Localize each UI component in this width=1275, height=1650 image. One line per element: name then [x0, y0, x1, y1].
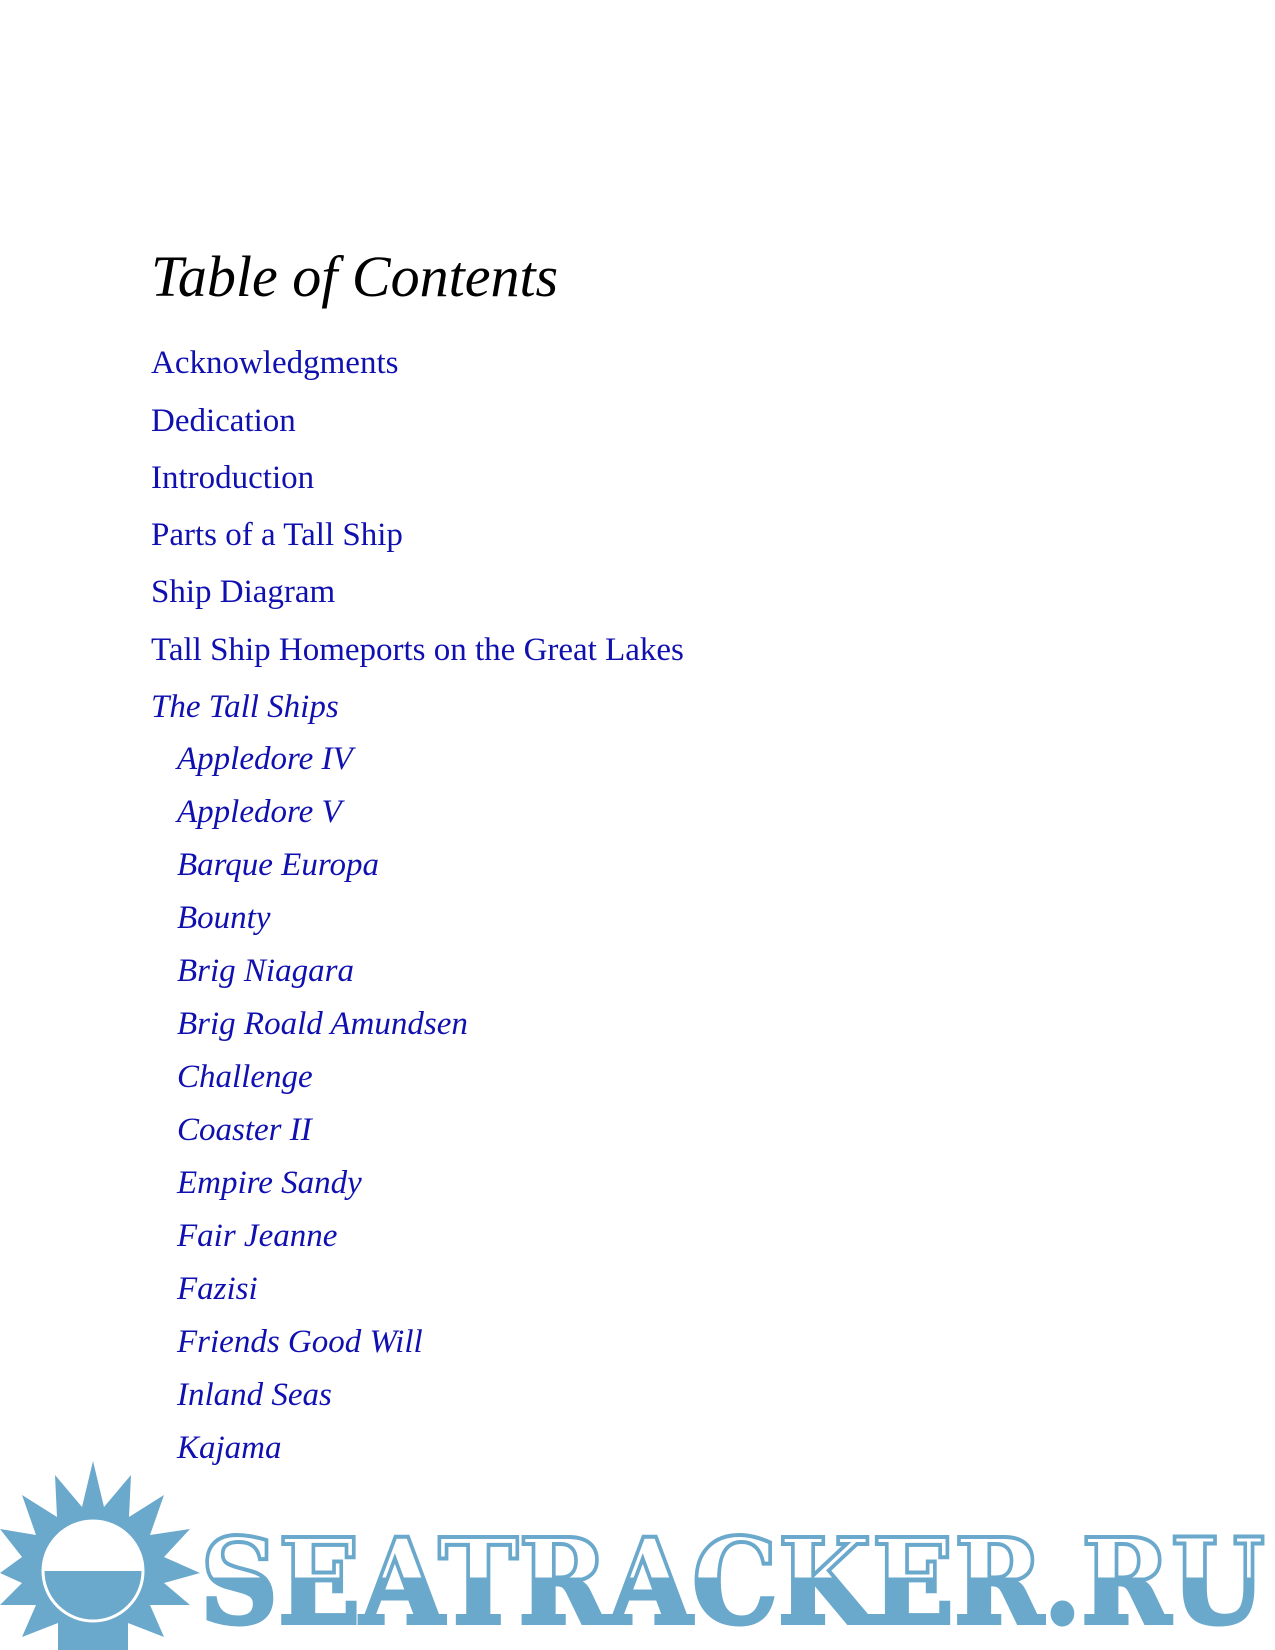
sun-logo-icon	[0, 1461, 200, 1650]
toc-link-introduction[interactable]: Introduction	[151, 460, 315, 496]
toc-link-inland-seas[interactable]: Inland Seas	[177, 1377, 332, 1413]
toc-link-barque-europa[interactable]: Barque Europa	[177, 847, 379, 883]
toc-link-parts-of-a-tall-ship[interactable]: Parts of a Tall Ship	[151, 517, 403, 553]
toc-link-dedication[interactable]: Dedication	[151, 403, 296, 439]
toc-link-empire-sandy[interactable]: Empire Sandy	[177, 1165, 362, 1201]
toc-link-fazisi[interactable]: Fazisi	[177, 1271, 258, 1307]
toc-link-ship-diagram[interactable]: Ship Diagram	[151, 574, 336, 610]
toc-link-fair-jeanne[interactable]: Fair Jeanne	[177, 1218, 338, 1254]
toc-link-acknowledgments[interactable]: Acknowledgments	[151, 345, 399, 381]
toc-link-homeports[interactable]: Tall Ship Homeports on the Great Lakes	[151, 632, 684, 668]
toc-link-coaster-ii[interactable]: Coaster II	[177, 1112, 312, 1148]
watermark	[0, 1455, 1275, 1650]
toc-link-kajama[interactable]: Kajama	[177, 1430, 282, 1466]
watermark-text: SEATRACKER.RU	[200, 1512, 1265, 1650]
toc-link-bounty[interactable]: Bounty	[177, 900, 271, 936]
page-title: Table of Contents	[151, 244, 559, 309]
toc-link-brig-roald-amundsen[interactable]: Brig Roald Amundsen	[177, 1006, 468, 1042]
toc-link-appledore-v[interactable]: Appledore V	[177, 794, 342, 830]
toc-link-appledore-iv[interactable]: Appledore IV	[177, 741, 353, 777]
toc-link-the-tall-ships[interactable]: The Tall Ships	[151, 689, 339, 725]
toc-link-friends-good-will[interactable]: Friends Good Will	[177, 1324, 423, 1360]
toc-link-challenge[interactable]: Challenge	[177, 1059, 313, 1095]
toc-link-brig-niagara[interactable]: Brig Niagara	[177, 953, 354, 989]
